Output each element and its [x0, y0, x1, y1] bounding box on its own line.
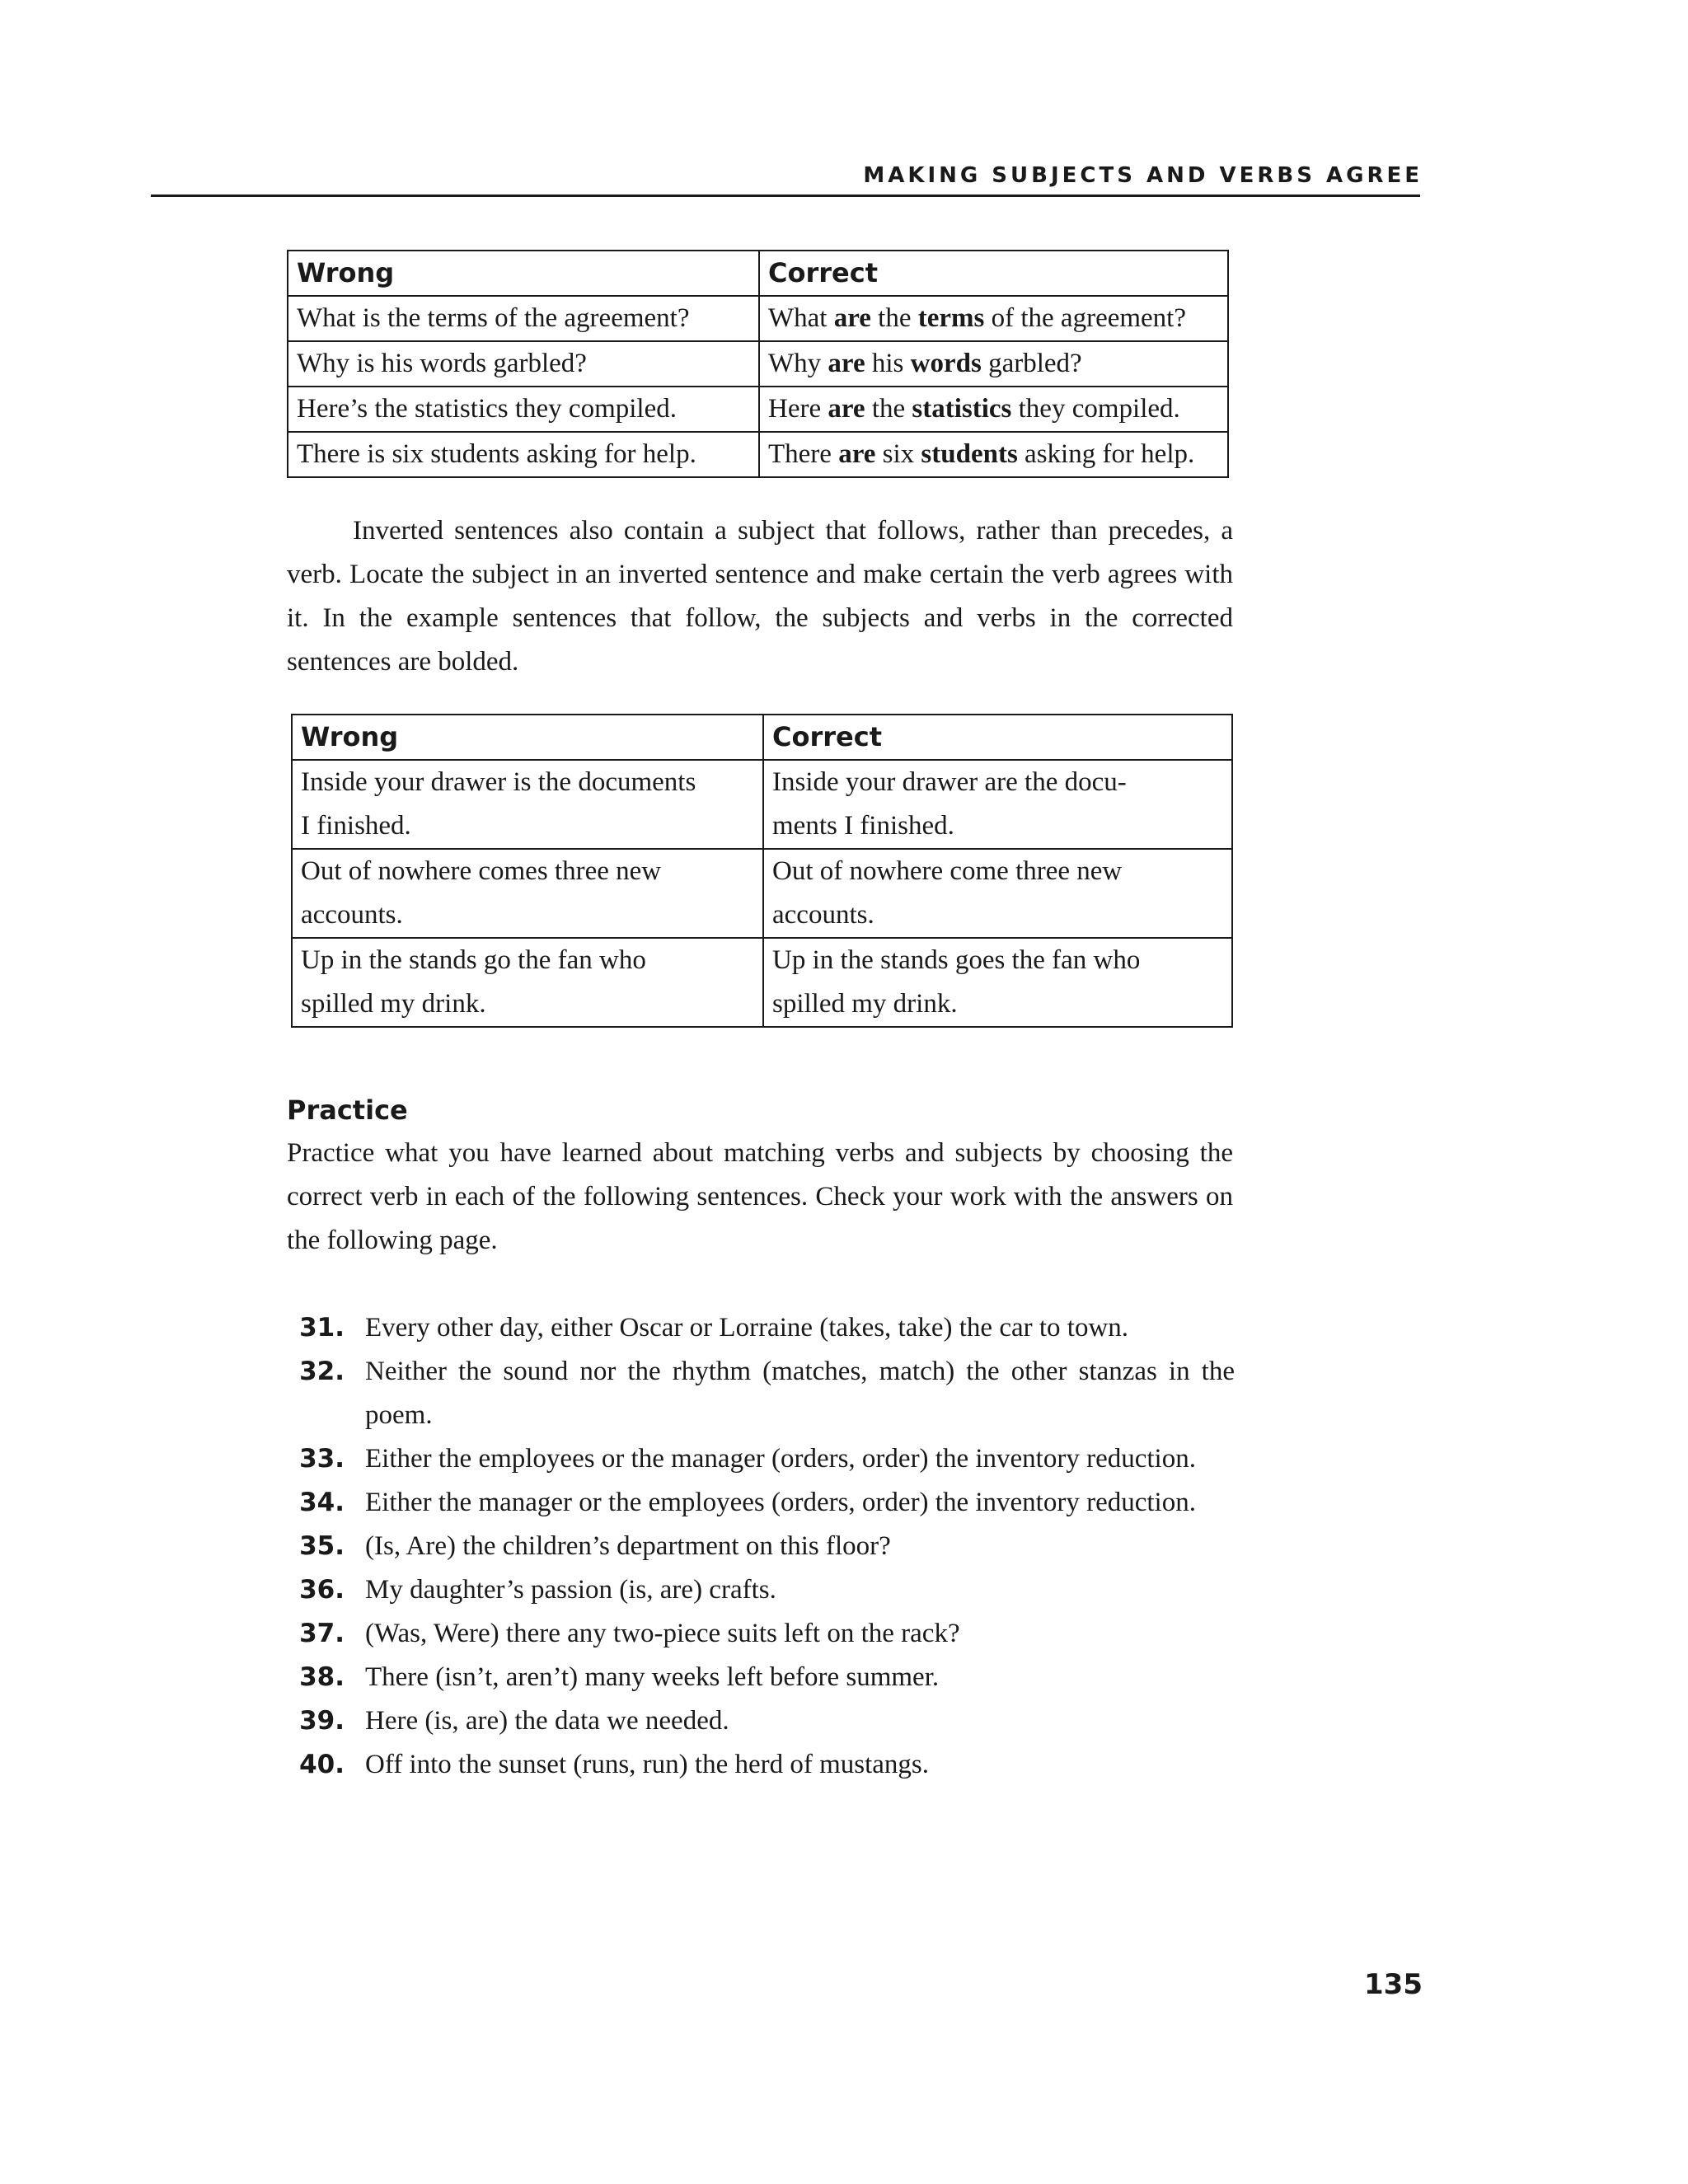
item-number: 33. [299, 1444, 345, 1474]
table-row [292, 760, 1232, 849]
item-text: (Was, Were) there any two-piece suits left on the rack? [365, 1619, 960, 1648]
list-item [287, 1568, 1235, 1612]
item-text: Neither the sound nor the rhythm (matches, match) the other stanzas in the poem. [365, 1357, 1235, 1430]
item-text: (Is, Are) the children’s department on this floor? [365, 1531, 891, 1561]
table-row [292, 938, 1232, 1027]
list-item [287, 1306, 1235, 1350]
list-item [287, 1481, 1235, 1525]
correct-cell: Up in the stands goes the fan who spilled my drink. [763, 938, 1232, 1027]
table-row [292, 849, 1232, 938]
running-head: MAKING SUBJECTS AND VERBS AGREE [863, 163, 1423, 188]
wrong-cell: Why is his words garbled? [288, 341, 759, 387]
table-row [288, 387, 1228, 432]
item-text: There (isn’t, aren’t) many weeks left before summer. [365, 1662, 940, 1692]
item-number: 35. [299, 1531, 345, 1561]
correct-cell: Out of nowhere come three new accounts. [763, 849, 1232, 938]
item-number: 32. [299, 1357, 345, 1386]
wrong-cell: Inside your drawer is the documents I finished. [292, 760, 763, 849]
correct-cell: Inside your drawer are the docu- ments I finished. [763, 760, 1232, 849]
header-rule [151, 194, 1420, 197]
column-header-wrong: Wrong [292, 715, 763, 760]
correct-cell: Why are his words garbled? [759, 341, 1228, 387]
subject-verb-table-1 [287, 250, 1229, 478]
inverted-sentences-paragraph: Inverted sentences also contain a subject that follows, rather than precedes, a verb. Locate the subject in an inverted sentence and make certain the verb agrees with it. In the example sentences that follow, the subjects and verbs in the corrected sentences are bolded. [287, 516, 1233, 677]
column-header-wrong: Wrong [288, 251, 759, 296]
practice-intro: Practice what you have learned about matching verbs and subjects by choosing the correct verb in each of the following sentences. Check your work with the answers on the following page. [287, 1138, 1233, 1255]
item-text: Off into the sunset (runs, run) the herd of mustangs. [365, 1750, 930, 1779]
item-number: 39. [299, 1706, 345, 1736]
page-number: 135 [1364, 1968, 1423, 2001]
wrong-cell: There is six students asking for help. [288, 432, 759, 477]
table-row [288, 432, 1228, 477]
list-item [287, 1699, 1235, 1743]
item-number: 38. [299, 1662, 345, 1692]
list-item [287, 1743, 1235, 1787]
column-header-correct: Correct [763, 715, 1232, 760]
item-text: Either the manager or the employees (orders, order) the inventory reduction. [365, 1488, 1196, 1517]
wrong-cell: Out of nowhere comes three new accounts. [292, 849, 763, 938]
subject-verb-table-2 [291, 714, 1233, 1028]
list-item [287, 1350, 1235, 1437]
wrong-cell: What is the terms of the agreement? [288, 296, 759, 341]
item-number: 36. [299, 1575, 345, 1605]
exercise-list [287, 1306, 1235, 1787]
table-row [288, 296, 1228, 341]
table-header-row [288, 251, 1228, 296]
item-number: 31. [299, 1313, 345, 1343]
list-item [287, 1437, 1235, 1481]
item-text: Here (is, are) the data we needed. [365, 1706, 729, 1736]
item-text: Every other day, either Oscar or Lorraine (takes, take) the car to town. [365, 1313, 1129, 1343]
table-header-row [292, 715, 1232, 760]
item-number: 40. [299, 1750, 345, 1779]
list-item [287, 1612, 1235, 1656]
list-item [287, 1656, 1235, 1699]
item-number: 34. [299, 1488, 345, 1517]
item-text: My daughter’s passion (is, are) crafts. [365, 1575, 776, 1605]
correct-cell: There are six students asking for help. [759, 432, 1228, 477]
item-number: 37. [299, 1619, 345, 1648]
wrong-cell: Up in the stands go the fan who spilled my drink. [292, 938, 763, 1027]
list-item [287, 1525, 1235, 1568]
item-text: Either the employees or the manager (orders, order) the inventory reduction. [365, 1444, 1196, 1474]
wrong-cell: Here’s the statistics they compiled. [288, 387, 759, 432]
correct-cell: Here are the statistics they compiled. [759, 387, 1228, 432]
practice-heading: Practice [287, 1094, 408, 1126]
column-header-correct: Correct [759, 251, 1228, 296]
table-row [288, 341, 1228, 387]
correct-cell: What are the terms of the agreement? [759, 296, 1228, 341]
